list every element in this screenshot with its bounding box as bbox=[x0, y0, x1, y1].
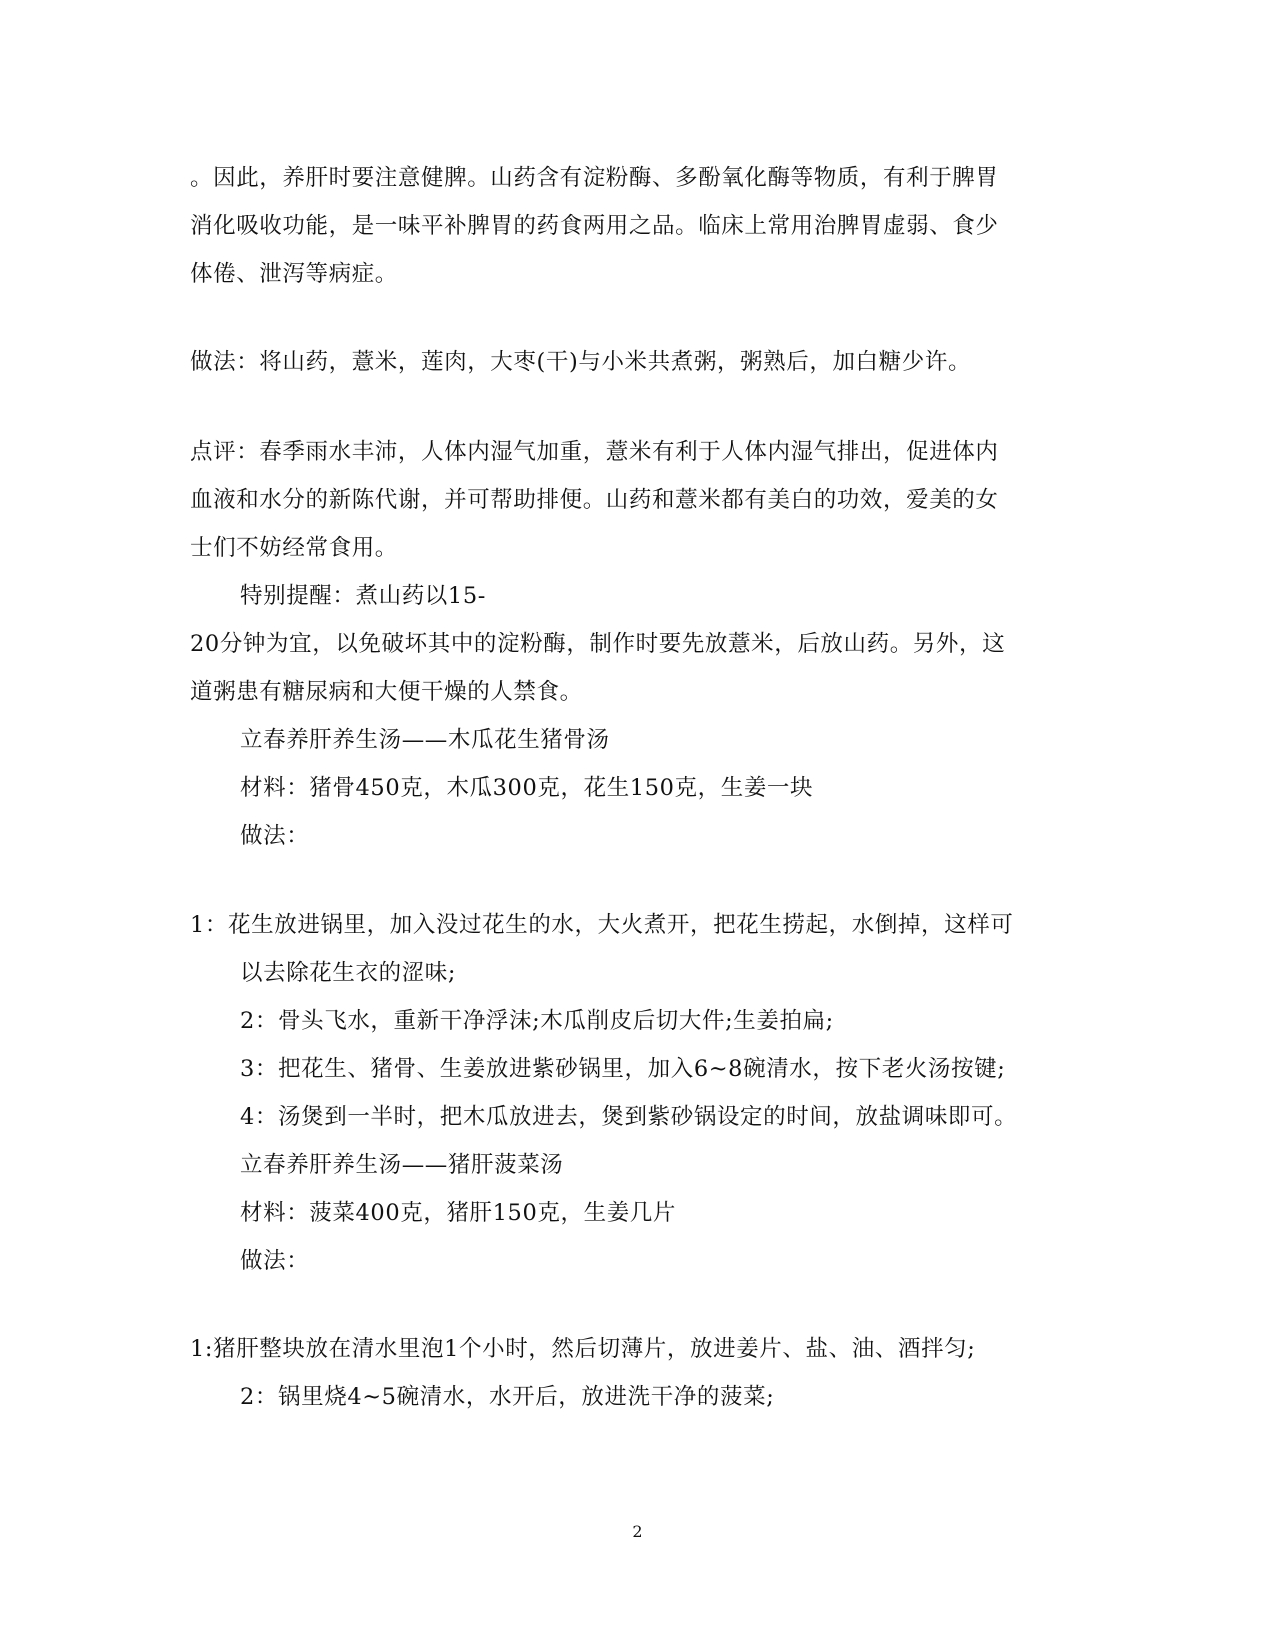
recipe-method-heading: 做法： bbox=[240, 1248, 310, 1274]
recipe-step: 1：花生放进锅里，加入没过花生的水，大火煮开，把花生捞起，水倒掉，这样可 bbox=[190, 912, 1014, 938]
method-line: 做法：将山药，薏米，莲肉，大枣(干)与小米共煮粥，粥熟后，加白糖少许。 bbox=[190, 349, 972, 375]
comment-line: 点评：春季雨水丰沛，人体内湿气加重，薏米有利于人体内湿气排出，促进体内 bbox=[190, 439, 999, 465]
recipe-step: 2：锅里烧4~5碗清水，水开后，放进洗干净的菠菜; bbox=[240, 1384, 775, 1410]
recipe-step: 4：汤煲到一半时，把木瓜放进去，煲到紫砂锅设定的时间，放盐调味即可。 bbox=[240, 1104, 1018, 1130]
recipe-ingredients: 材料：菠菜400克，猪肝150克，生姜几片 bbox=[240, 1200, 676, 1226]
page-number: 2 bbox=[632, 1522, 643, 1541]
recipe-step: 2：骨头飞水，重新干净浮沫;木瓜削皮后切大件;生姜拍扁; bbox=[240, 1008, 834, 1034]
reminder-line: 特别提醒：煮山药以15- bbox=[240, 583, 486, 609]
recipe-title: 立春养肝养生汤——木瓜花生猪骨汤 bbox=[240, 727, 610, 753]
paragraph-line: 消化吸收功能，是一味平补脾胃的药食两用之品。临床上常用治脾胃虚弱、食少 bbox=[190, 213, 999, 239]
recipe-step: 1:猪肝整块放在清水里泡1个小时，然后切薄片，放进姜片、盐、油、酒拌匀; bbox=[190, 1336, 976, 1362]
recipe-title: 立春养肝养生汤——猪肝菠菜汤 bbox=[240, 1152, 564, 1178]
reminder-line: 道粥患有糖尿病和大便干燥的人禁食。 bbox=[190, 679, 583, 705]
recipe-step: 3：把花生、猪骨、生姜放进紫砂锅里，加入6~8碗清水，按下老火汤按键; bbox=[240, 1056, 1006, 1082]
comment-line: 血液和水分的新陈代谢，并可帮助排便。山药和薏米都有美白的功效，爱美的女 bbox=[190, 487, 999, 513]
reminder-line: 20分钟为宜，以免破坏其中的淀粉酶，制作时要先放薏米，后放山药。另外，这 bbox=[190, 631, 1006, 657]
recipe-method-heading: 做法： bbox=[240, 823, 310, 849]
paragraph-line: 体倦、泄泻等病症。 bbox=[190, 261, 398, 287]
comment-line: 士们不妨经常食用。 bbox=[190, 535, 398, 561]
recipe-ingredients: 材料：猪骨450克，木瓜300克，花生150克，生姜一块 bbox=[240, 775, 814, 801]
paragraph-line: 。因此，养肝时要注意健脾。山药含有淀粉酶、多酚氧化酶等物质，有利于脾胃 bbox=[190, 165, 999, 191]
recipe-step: 以去除花生衣的涩味; bbox=[240, 960, 457, 986]
